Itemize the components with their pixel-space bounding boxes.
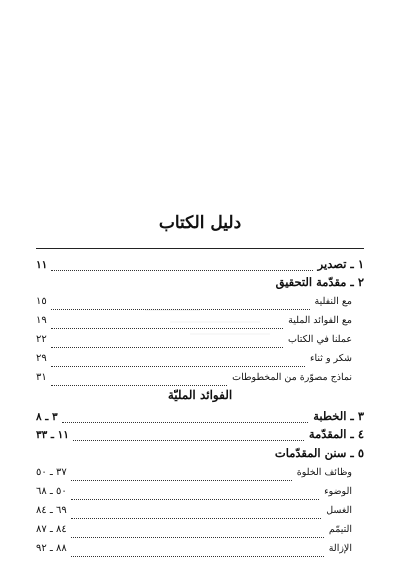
- toc-row-introduction[interactable]: [36, 427, 364, 445]
- toc-label: ١ ـ تصدير: [317, 257, 364, 271]
- leader-dots: [71, 470, 292, 481]
- leader-dots: [73, 430, 304, 441]
- title-rule: [36, 248, 364, 249]
- toc-page-number: ١١: [36, 259, 48, 271]
- toc-row-tayammum[interactable]: [36, 524, 364, 542]
- toc-row-editor-introduction[interactable]: [36, 275, 364, 293]
- toc-row-ghusl[interactable]: [36, 505, 364, 523]
- toc-page-number: ٨٤ ـ ٨٧: [36, 524, 67, 535]
- leader-dots: [71, 489, 319, 500]
- toc-label: ٤ ـ المقدّمة: [308, 427, 364, 441]
- toc-page-number: ٢٩: [36, 353, 47, 364]
- toc-page-number: ٢٢: [36, 334, 47, 345]
- toc-page-number: ٦٩ ـ ٨٤: [36, 505, 67, 516]
- toc-row-khalwa[interactable]: [36, 467, 364, 485]
- toc-page-number: ٣٧ ـ ٥٠: [36, 467, 67, 478]
- toc-page-number: ٨٨ ـ ٩٢: [36, 543, 67, 554]
- toc-label: التيمّم: [328, 524, 352, 535]
- toc-page-number: ١٩: [36, 315, 47, 326]
- section-heading: الفوائد المليّة: [167, 388, 233, 402]
- toc-row-preface[interactable]: [36, 257, 364, 275]
- leader-dots: [71, 508, 321, 519]
- leader-dots: [51, 375, 227, 386]
- toc-page-number: ١٥: [36, 296, 47, 307]
- leader-dots: [71, 527, 324, 538]
- toc-row-izala[interactable]: [36, 543, 364, 561]
- toc-label: ٣ ـ الخطبة: [313, 409, 364, 423]
- toc-label: الإزالة: [328, 543, 352, 554]
- toc-label: مع الفوائد الملية: [288, 315, 352, 326]
- toc-row-sunan-muqaddimat[interactable]: [36, 446, 364, 464]
- page-title: دليل الكتاب: [158, 213, 242, 233]
- toc-label: شكر و ثناء: [310, 353, 352, 364]
- toc-label: الغسل: [326, 505, 352, 516]
- toc-label: عملنا في الكتاب: [287, 334, 352, 345]
- toc-page-number: ٥٠ ـ ٦٨: [36, 486, 67, 497]
- toc-label: نماذج مصوّرة من المخطوطات: [232, 372, 352, 383]
- toc-label: وظائف الخلوة: [296, 467, 352, 478]
- toc-label: ٥ ـ سنن المقدّمات: [274, 446, 364, 460]
- toc-row-thanks[interactable]: [36, 353, 364, 371]
- toc-page-number: ٣ ـ ٨: [36, 411, 58, 423]
- toc-label: ٢ ـ مقدّمة التحقيق: [275, 275, 364, 289]
- toc-label: مع النفلية: [314, 296, 352, 307]
- leader-dots: [71, 546, 324, 557]
- toc-row-sermon[interactable]: [36, 409, 364, 427]
- leader-dots: [62, 412, 309, 423]
- toc-page-number: ١١ ـ ٣٣: [36, 429, 69, 441]
- toc-label: الوضوء: [324, 486, 352, 497]
- leader-dots: [51, 260, 312, 271]
- toc-row-wudu[interactable]: [36, 486, 364, 504]
- toc-page-number: ٣١: [36, 372, 47, 383]
- leader-dots: [51, 356, 305, 367]
- bleed-through-marks: [140, 300, 280, 340]
